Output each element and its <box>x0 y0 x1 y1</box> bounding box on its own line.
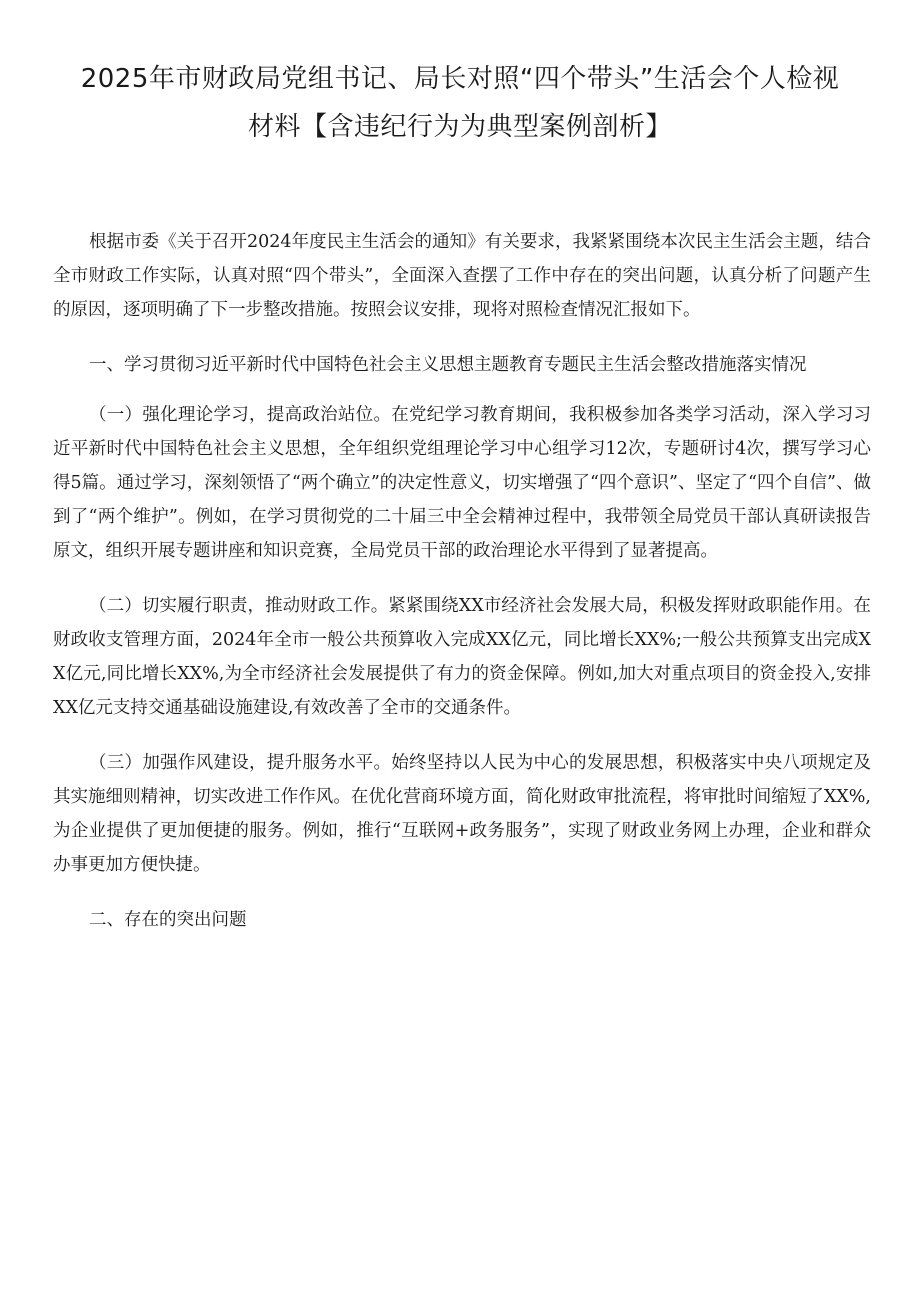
section-heading-2: 二、存在的突出问题 <box>89 910 247 930</box>
title-line-2: 材料【含违纪行为为典型案例剖析】 <box>247 112 672 142</box>
document-title <box>40 55 880 151</box>
subsection-paragraph-3: （三）加强作风建设，提升服务水平。始终坚持以人民为中心的发展思想，积极落实中央八项规定及其实施细则精神，切实改进工作作风。在优化营商环境方面，简化财政审批流程，将审批时间缩短了XX%,为企业提供了更加便捷的服务。例如，推行“互联网+政务服务”，实现了财政业务网上办理，企业和群众办事更加方便快捷。 <box>53 753 871 875</box>
section-heading-1: 一、学习贯彻习近平新时代中国特色社会主义思想主题教育专题民主生活会整改措施落实情况 <box>89 355 807 375</box>
title-line-1: 2025年市财政局党组书记、局长对照“四个带头”生活会个人检视 <box>80 64 840 94</box>
document-body <box>53 225 871 953</box>
subsection-paragraph-1: （一）强化理论学习，提高政治站位。在党纪学习教育期间，我积极参加各类学习活动，深入学习习近平新时代中国特色社会主义思想，全年组织党组理论学习中心组学习12次，专题研讨4次，撰写学习心得5篇。通过学习，深刻领悟了“两个确立”的决定性意义，切实增强了“四个意识”、坚定了“四个自信”、做到了“两个维护”。例如，在学习贯彻党的二十届三中全会精神过程中，我带领全局党员干部认真研读报告原文，组织开展专题讲座和知识竞赛，全局党员干部的政治理论水平得到了显著提高。 <box>53 405 871 561</box>
intro-paragraph: 根据市委《关于召开2024年度民主生活会的通知》有关要求，我紧紧围绕本次民主生活会主题，结合全市财政工作实际，认真对照“四个带头”，全面深入查摆了工作中存在的突出问题，认真分析了问题产生的原因，逐项明确了下一步整改措施。按照会议安排，现将对照检查情况汇报如下。 <box>53 232 871 320</box>
subsection-paragraph-2: （二）切实履行职责，推动财政工作。紧紧围绕XX市经济社会发展大局，积极发挥财政职能作用。在财政收支管理方面，2024年全市一般公共预算收入完成XX亿元，同比增长XX%;一般公共预算支出完成XX亿元,同比增长XX%,为全市经济社会发展提供了有力的资金保障。例如,加大对重点项目的资金投入,安排XX亿元支持交通基础设施建设,有效改善了全市的交通条件。 <box>53 596 871 718</box>
